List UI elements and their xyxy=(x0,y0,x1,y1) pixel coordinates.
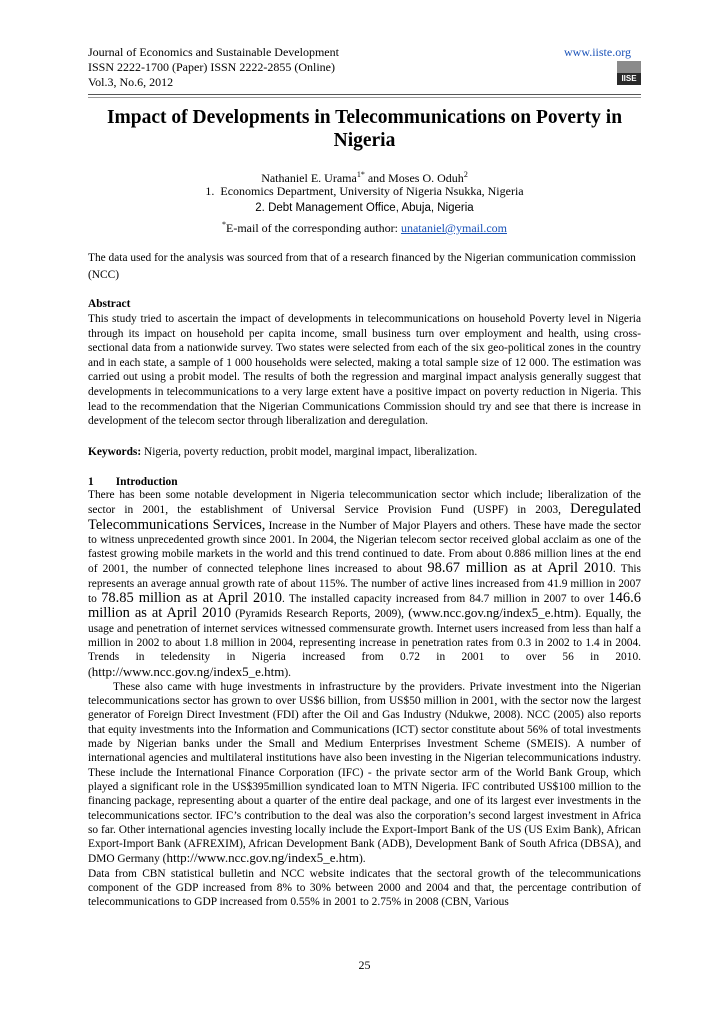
p2-text-c: ). xyxy=(359,853,366,866)
abstract-body: This study tried to ascertain the impact of developments in telecommunications on household Poverty level in Nigeria through its impact on household per capita income, small business turn over employment and health, using cross-sectional data from a nationwide survey. Two states were selected from each of the six geo-political zones in the country and in each state, a sample of 1 000 households were selected, making a total sample size of 12 000. The estimation was carried out using a probit model. The results of both the regression and marginal impact analysis generally suggest that developments in telecommunications to a very large extent have a positive impact on poverty reduction in Nigeria. This lead to the recommendation that the Nigerian Communications Commission should try and see that there is increase in development of the telecom sector through liberalization and deregulation. xyxy=(88,313,641,428)
iiste-logo xyxy=(617,61,641,85)
p1-lines-figure: 98.67 million as at April 2010 xyxy=(427,560,613,577)
p1-active-lines-figure: 78.85 million as at April 2010 xyxy=(101,590,282,607)
keywords-text: Nigeria, poverty reduction, probit model, marginal impact, liberalization. xyxy=(141,446,478,458)
email-line xyxy=(88,217,641,236)
p1-text-e: . This represents an average annual growth rate of about 115%. The number of active lines increased from 41.9 million in 2007 to xyxy=(88,563,641,606)
p1-ncc-url-2: http://www.ncc.gov.ng/index5_e.htm xyxy=(91,663,285,679)
intro-paragraph-3: Data from CBN statistical bulletin and NCC website indicates that the sectoral growth of the telecommunications component of the GDP increased from 8% to 30% between 2000 and 2004 and that, the percentage contribution of telecommunications to GDP increased from 0.55% in 2001 to 2.75% in 2008 (CBN, Various xyxy=(88,867,641,909)
p1-text-a: There has been some notable development in Nigeria telecommunication sector which include; liberalization of the sector in 2001, the establishment of Universal Service Provision Fund (USPF) in 2003, xyxy=(88,489,641,517)
author-1-sup: 1* xyxy=(356,170,365,179)
page-number: 25 xyxy=(358,958,371,972)
intro-paragraph-1 xyxy=(88,488,641,680)
header-rule xyxy=(88,94,641,95)
p1-ncc-url-1: (www.ncc.gov.ng/index5_e.htm) xyxy=(408,605,579,621)
intro-body xyxy=(88,488,641,910)
affiliation-2: 2. Debt Management Office, Abuja, Nigeria xyxy=(255,202,474,214)
p1-text-i: (Pyramids Research Reports, 2009), xyxy=(231,608,409,621)
p1-deregulated: Deregulated Telecommunications Services, xyxy=(88,501,641,533)
affiliation-1 xyxy=(88,184,641,199)
intro-number: 1 xyxy=(88,476,94,488)
abstract-heading xyxy=(88,297,641,312)
keywords-line xyxy=(88,445,641,460)
affiliation-1-text: Economics Department, University of Nigeria Nsukka, Nigeria xyxy=(220,184,524,198)
p1-text-c: Increase in the Number of Major Players and others. These have made the sector to witness unprecedented growth since 2001. In 2004, the Nigerian telecom sector received global acclaim as one of the fastest growing mobile markets in the world and this trend continued to date. From about 0.886 million lines at the end of 2001, the number of connected telephone lines increased to about xyxy=(88,519,641,576)
paper-title: Impact of Developments in Telecommunications on Poverty in Nigeria xyxy=(106,107,623,151)
keywords-label: Keywords: xyxy=(88,446,142,458)
journal-name: Journal of Economics and Sustainable Development xyxy=(88,45,339,59)
author-2: and Moses O. Oduh xyxy=(364,171,464,185)
p1-text-m: ). xyxy=(284,666,292,679)
email-label: E-mail of the corresponding author: xyxy=(226,221,401,235)
logo-text: IISE xyxy=(621,74,637,83)
p2-ncc-url: http://www.ncc.gov.ng/index5_e.htm xyxy=(166,850,360,866)
issn-line: ISSN 2222-1700 (Paper) ISSN 2222-2855 (Online) xyxy=(88,60,335,74)
p1-text-g: . The installed capacity increased from 84.7 million in 2007 to over xyxy=(282,593,609,606)
abstract-heading-text: Abstract xyxy=(88,298,131,310)
journal-website-link[interactable]: www.iiste.org xyxy=(564,45,631,59)
p2-text-a: These also came with huge investments in infrastructure by the providers. Private investment into the Nigerian telecommunications sector has grown to over US$6 billion, from US$50 million in 2001, with the sector now the largest generator of Foreign Direct Investment (FDI) after the Oil and Gas Industry (Ndukwe, 2008). NCC (2005) also reports that equity investments into the Information and Communications (ICT) sector constitute about 56% of total investments made by Nigerian banks under the Small and Medium Enterprises Investment Scheme (SMEIS). A number of international agencies and multilateral institutions have also been investing in the Nigerian telecommunications industry. These include the International Finance Corporation (IFC) - the private sector arm of the World Bank Group, which played a significant role in the US$395million syndicated loan to MTN Nigeria. IFC contributed US$100 million to the financing package, representing about a quarter of the entire deal package, and one of its largest ever investments in the telecommunications sector. IFC’s contribution to the deal was also the corporation’s second largest investment in Africa so far. Other international agencies investing locally include the Export-Import Bank of the US (US Exim Bank), African Export-Import Bank (AFREXIM), African Development Bank (ADB), Development Bank of South Africa (DBSA), and DMO Germany ( xyxy=(88,680,641,866)
volume-line: Vol.3, No.6, 2012 xyxy=(88,75,174,89)
author-1: Nathaniel E. Urama xyxy=(261,171,357,185)
corresponding-email-link[interactable]: unataniel@ymail.com xyxy=(400,221,507,235)
intro-paragraph-2 xyxy=(88,680,641,867)
email-sup: * xyxy=(222,220,226,229)
intro-title: Introduction xyxy=(115,476,178,488)
data-source-note: The data used for the analysis was sourced from that of a research financed by the Nigerian communication commission (NCC) xyxy=(88,252,636,281)
affiliation-1-number: 1. xyxy=(205,184,215,198)
p1-capacity-figure: 146.6 million as at April 2010 xyxy=(88,590,641,622)
header-rule-2 xyxy=(88,97,641,98)
p1-text-k: . Equally, the usage and penetration of internet services witnessed commensurate growth. Internet users increased from less than half a million in 2002 to about 1.8 million in 2004, representing increase in penetration rates from 0.3 in 2002 to 1.4 in 2004. Trends in teledensity in Nigeria increased from 0.72 in 2001 to over 56 in 2010. ( xyxy=(88,608,642,679)
author-2-sup: 2 xyxy=(463,170,468,179)
